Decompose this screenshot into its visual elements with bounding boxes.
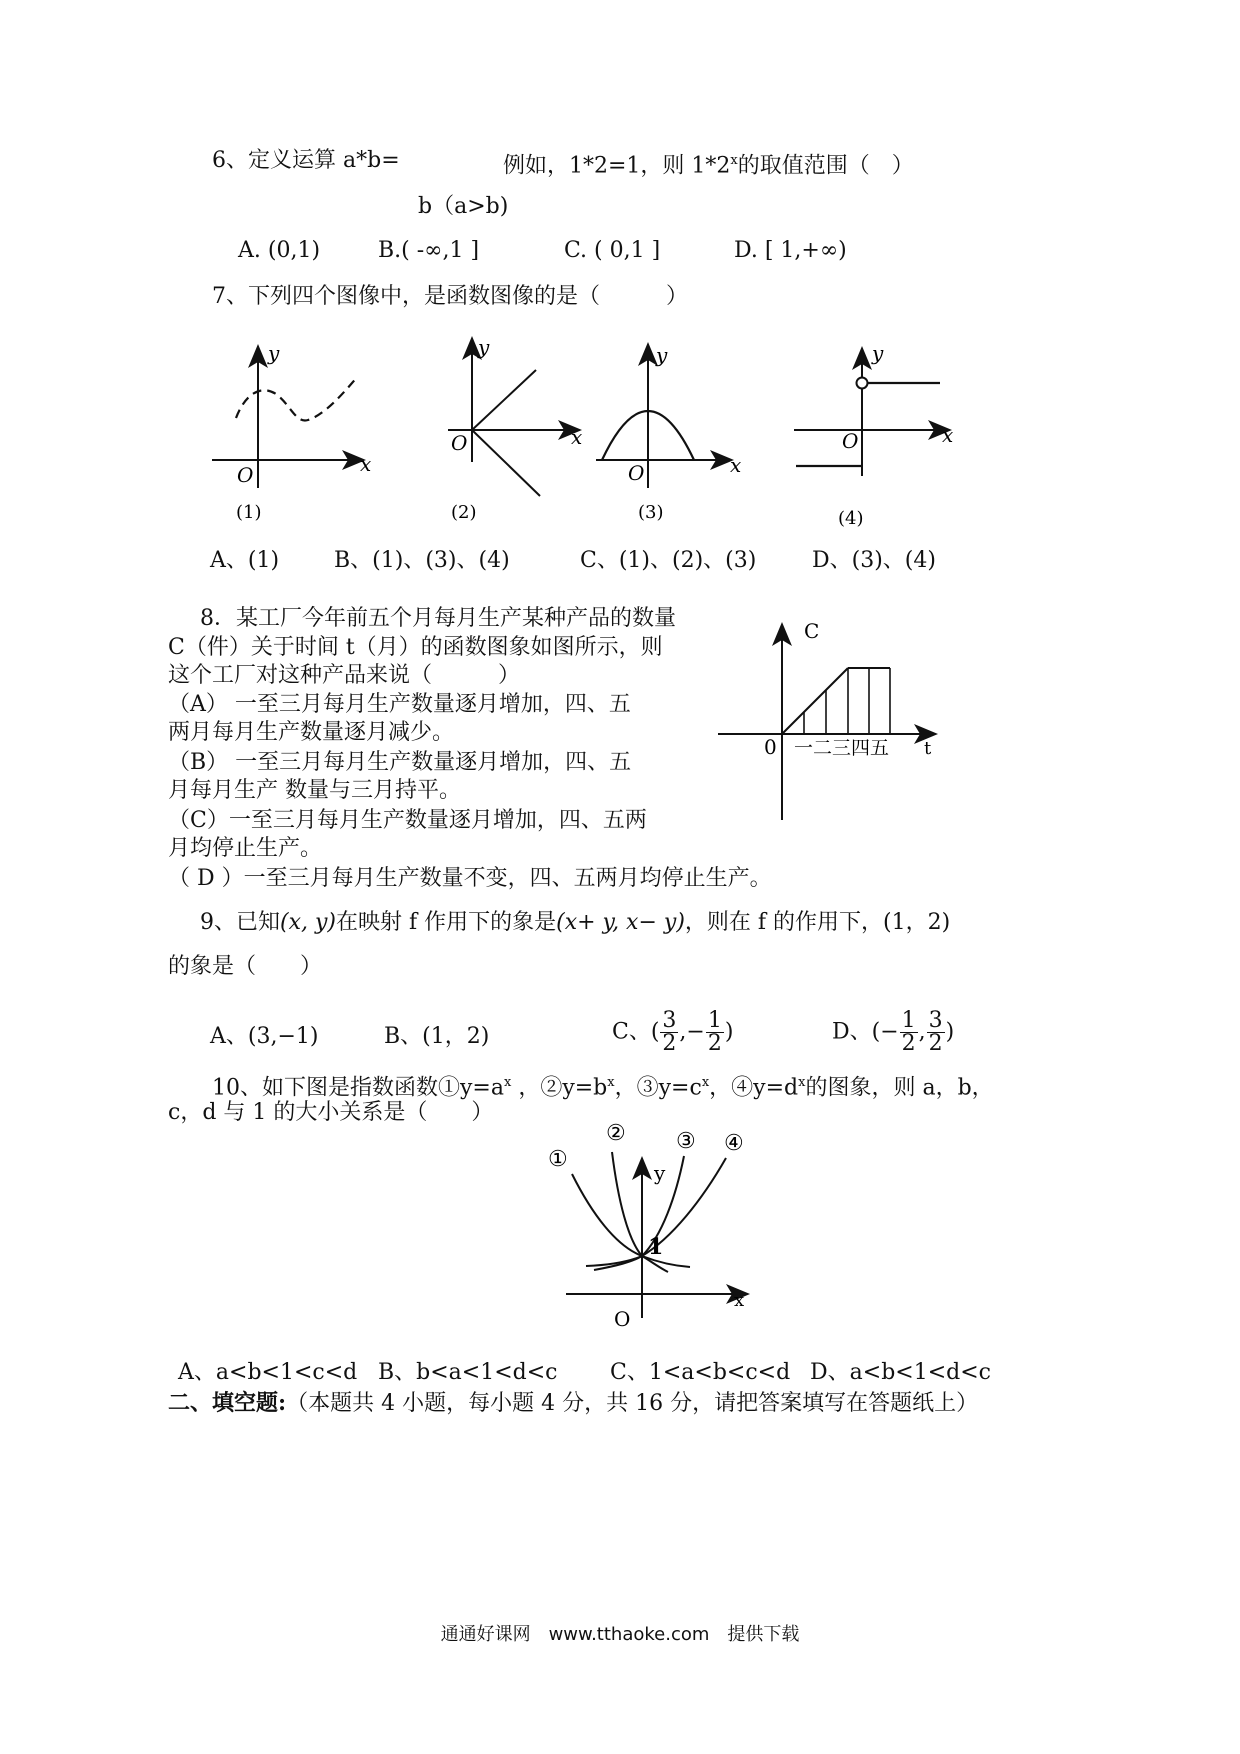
q9-stem-c: ，则在 f 的作用下，(1，2) bbox=[684, 910, 951, 935]
q9-stem-line2: 的象是（ ） bbox=[168, 954, 323, 979]
q9-c-num-1: 3 bbox=[662, 1008, 677, 1033]
q10-graph-x: x bbox=[734, 1290, 745, 1311]
q10-sup-c: x bbox=[701, 1075, 710, 1090]
q10-option-a: A、a<b<1<c<d bbox=[178, 1360, 358, 1385]
q7-g4-y: y bbox=[872, 341, 884, 365]
q10-graph-one: 1 bbox=[648, 1234, 664, 1260]
q8-option-d: （ D ）一至三月每月生产数量不变，四、五两月均停止生产。 bbox=[168, 866, 772, 891]
section2-heading bbox=[168, 1388, 978, 1419]
q10-curve-label-2: ② bbox=[606, 1121, 626, 1146]
q6-stem-a: 6、定义运算 a*b= bbox=[212, 148, 400, 173]
q8-line3: 这个工厂对这种产品来说（ ） bbox=[168, 663, 521, 688]
q10-sup-a: x bbox=[503, 1075, 512, 1090]
q7-g2-x: x bbox=[571, 425, 583, 449]
q7-stem: 7、下列四个图像中，是函数图像的是（ ） bbox=[212, 284, 688, 309]
q10-curve-label-4: ④ bbox=[724, 1131, 744, 1156]
q7-g2-y: y bbox=[478, 335, 490, 359]
q10-l1-b: ，②y=b bbox=[511, 1075, 608, 1101]
q10-sup-b: x bbox=[607, 1075, 615, 1090]
q7-g4-label: (4) bbox=[838, 508, 864, 529]
q9-c-prefix: C、( bbox=[612, 1019, 660, 1045]
q7-g3-x: x bbox=[730, 453, 742, 477]
q8-option-c-2: 月均停止生产。 bbox=[168, 836, 323, 861]
q10-l1-d: ，④y=d bbox=[709, 1075, 799, 1101]
q10-option-c: C、1<a<b<c<d bbox=[610, 1360, 791, 1385]
q9-stem-a: 9、已知 bbox=[200, 910, 280, 935]
q7-g3-o: O bbox=[628, 461, 645, 485]
q10-option-b: B、b<a<1<d<c bbox=[378, 1360, 558, 1385]
q7-option-d: D、(3)、(4) bbox=[812, 548, 936, 573]
q10-curve-label-1: ① bbox=[548, 1147, 568, 1172]
q7-g1-o: O bbox=[237, 463, 254, 487]
q7-g1-x: x bbox=[360, 452, 372, 476]
q10-graph-origin: O bbox=[614, 1307, 631, 1331]
q6-sup: x bbox=[730, 153, 738, 168]
q9-d-num-2: 3 bbox=[928, 1008, 943, 1033]
q9-option-d: D、(− $\frac{1}{2}$ , $\frac{3}{2}$ ) bbox=[832, 1008, 955, 1056]
q8-option-b-1: （B） 一至三月每月生产数量逐月增加，四、五 bbox=[168, 750, 632, 775]
q7-g2-label: (2) bbox=[451, 502, 477, 523]
q7-g1-y: y bbox=[268, 341, 280, 365]
q10-l1-a: 10、如下图是指数函数①y=a bbox=[212, 1075, 504, 1101]
q7-option-c: C、(1)、(2)、(3) bbox=[580, 548, 757, 573]
q9-stem-b: 在映射 f 作用下的象是 bbox=[336, 910, 557, 935]
q9-option-a: A、(3,−1) bbox=[210, 1024, 319, 1049]
q6-option-b: B.( -∞,1 ] bbox=[378, 238, 480, 263]
section2-note: （本题共 4 小题，每小题 4 分，共 16 分，请把答案填写在答题纸上） bbox=[286, 1391, 979, 1416]
q9-d-num-1: 1 bbox=[901, 1008, 916, 1033]
section2-title: 二、填空题: bbox=[168, 1390, 287, 1416]
q9-d-den-1: 2 bbox=[901, 1031, 916, 1056]
q7-g4-o: O bbox=[842, 429, 859, 453]
q10-option-d: D、a<b<1<d<c bbox=[810, 1360, 991, 1385]
q6-option-d: D. [ 1,+∞) bbox=[734, 238, 847, 263]
q7-g3-label: (3) bbox=[638, 502, 664, 523]
q9-c-den-2: 2 bbox=[707, 1031, 722, 1056]
q6-case-line: b（a>b) bbox=[418, 194, 509, 219]
q6-stem-b: 例如，1*2=1，则 1*2 bbox=[503, 153, 731, 179]
q9-option-b: B、(1，2) bbox=[384, 1024, 490, 1049]
q9-c-den-1: 2 bbox=[662, 1031, 677, 1056]
q8-graph-months: 一二三四五 bbox=[794, 737, 890, 759]
q9-d-den-2: 2 bbox=[928, 1031, 943, 1056]
q10-l1-e: 的图象，则 a，b， bbox=[805, 1075, 994, 1101]
q8-option-c-1: （C）一至三月每月生产数量逐月增加，四、五两 bbox=[168, 808, 647, 833]
q8-line1: 8．某工厂今年前五个月每月生产某种产品的数量 bbox=[200, 606, 676, 631]
q9-c-num-2: 1 bbox=[707, 1008, 722, 1033]
q6-stem-c: 的取值范围（ ） bbox=[737, 153, 914, 179]
page-footer: 通通好课网 www.tthaoke.com 提供下载 bbox=[440, 1624, 800, 1645]
q10-curve-label-3: ③ bbox=[676, 1129, 696, 1154]
q10-graph-y: y bbox=[654, 1161, 666, 1185]
q7-option-a: A、(1) bbox=[210, 548, 280, 573]
q6-option-c: C. ( 0,1 ] bbox=[564, 238, 661, 263]
q8-graph-x: t bbox=[924, 738, 932, 759]
q6-option-a: A. (0,1) bbox=[238, 238, 321, 263]
q10-curve-1 bbox=[572, 1174, 690, 1267]
q8-option-a-2: 两月每月生产数量逐月减少。 bbox=[168, 720, 455, 745]
q9-option-c: C、( $\frac{3}{2}$ ,− $\frac{1}{2}$ ) bbox=[612, 1008, 734, 1056]
q8-line2: C（件）关于时间 t（月）的函数图象如图所示，则 bbox=[168, 635, 663, 660]
q8-graph-y: C bbox=[804, 619, 820, 643]
q7-g1-label: (1) bbox=[236, 502, 262, 523]
q8-option-a-1: （A） 一至三月每月生产数量逐月增加，四、五 bbox=[168, 692, 631, 717]
q10-l1-c: ，③y=c bbox=[614, 1075, 702, 1101]
q8-graph-origin: 0 bbox=[764, 735, 777, 759]
q9-image: (x+ y, x− y) bbox=[556, 910, 685, 935]
q7-option-b: B、(1)、(3)、(4) bbox=[334, 548, 510, 573]
q9-d-prefix: D、(− bbox=[832, 1019, 899, 1045]
q8-option-b-2: 月每月生产 数量与三月持平。 bbox=[168, 778, 461, 803]
q7-g4-x: x bbox=[942, 423, 954, 447]
q9-pair: (x, y) bbox=[280, 910, 336, 935]
q10-sup-d: x bbox=[798, 1075, 806, 1090]
q7-g3-y: y bbox=[656, 343, 668, 367]
q7-g2-o: O bbox=[451, 431, 468, 455]
q10-line2: c，d 与 1 的大小关系是（ ） bbox=[168, 1100, 494, 1125]
